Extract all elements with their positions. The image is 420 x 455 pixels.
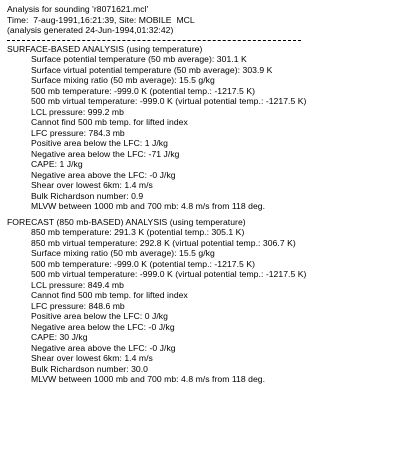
data-line: Surface mixing ratio (50 mb average): 15.5 g/kg	[31, 75, 215, 85]
data-line: LCL pressure: 999.2 mb	[31, 106, 124, 117]
forecast-lines	[7, 227, 417, 385]
data-line: Cannot find 500 mb temp. for lifted index	[31, 290, 188, 300]
data-line: Negative area above the LFC: -0 J/kg	[31, 169, 176, 180]
header-generated: (analysis generated 24-Jun-1994,01:32:42)	[7, 25, 174, 35]
data-line: Cannot find 500 mb temp. for lifted index	[31, 117, 188, 127]
surface-section	[7, 44, 417, 212]
data-line: 850 mb virtual temperature: 292.8 K (virtual potential temp.: 306.7 K)	[31, 237, 296, 248]
data-line: 500 mb temperature: -999.0 K (potential temp.: -1217.5 K)	[31, 258, 256, 269]
data-line: MLVW between 1000 mb and 700 mb: 4.8 m/s from 118 deg.	[31, 201, 266, 211]
data-line: Surface mixing ratio (50 mb average): 15.5 g/kg	[31, 248, 215, 258]
section-title: SURFACE-BASED ANALYSIS (using temperature)	[7, 43, 203, 54]
data-line: 850 mb temperature: 291.3 K (potential temp.: 305.1 K)	[31, 227, 245, 237]
forecast-section	[7, 217, 417, 385]
data-line: Surface virtual potential temperature (50 mb average): 303.9 K	[31, 64, 273, 75]
header-time-site: Time: 7-aug-1991,16:21:39, Site: MOBILE MCL	[7, 14, 195, 25]
sounding-analysis-document	[7, 4, 417, 385]
header-sounding-name: Analysis for sounding 'r8071621.mcl'	[7, 4, 149, 14]
data-line: 500 mb virtual temperature: -999.0 K (virtual potential temp.: -1217.5 K)	[31, 269, 307, 279]
data-line: Shear over lowest 6km: 1.4 m/s	[31, 353, 153, 363]
data-line: Negative area below the LFC: -0 J/kg	[31, 321, 175, 332]
data-line: MLVW between 1000 mb and 700 mb: 4.8 m/s from 118 deg.	[31, 374, 266, 384]
section-title: FORECAST (850 mb-BASED) ANALYSIS (using temperature)	[7, 216, 246, 227]
data-line: Shear over lowest 6km: 1.4 m/s	[31, 180, 153, 190]
data-line: 500 mb virtual temperature: -999.0 K (virtual potential temp.: -1217.5 K)	[31, 96, 307, 106]
data-line: CAPE: 1 J/kg	[31, 159, 83, 169]
data-line: 500 mb temperature: -999.0 K (potential temp.: -1217.5 K)	[31, 85, 256, 96]
data-line: Bulk Richardson number: 0.9	[31, 190, 144, 201]
data-line: Bulk Richardson number: 30.0	[31, 363, 148, 374]
data-line: Surface potential temperature (50 mb average): 301.1 K	[31, 54, 247, 64]
data-line: LFC pressure: 784.3 mb	[31, 127, 125, 138]
data-line: LCL pressure: 849.4 mb	[31, 279, 124, 290]
data-line: LFC pressure: 848.6 mb	[31, 300, 125, 311]
data-line: Negative area below the LFC: -71 J/kg	[31, 148, 180, 159]
data-line: Positive area below the LFC: 0 J/kg	[31, 311, 168, 321]
data-line: Negative area above the LFC: -0 J/kg	[31, 342, 176, 353]
data-line: CAPE: 30 J/kg	[31, 332, 88, 342]
data-line: Positive area below the LFC: 1 J/kg	[31, 138, 168, 148]
surface-lines	[7, 54, 417, 212]
header-block	[7, 4, 417, 36]
dashed-divider	[7, 40, 301, 41]
